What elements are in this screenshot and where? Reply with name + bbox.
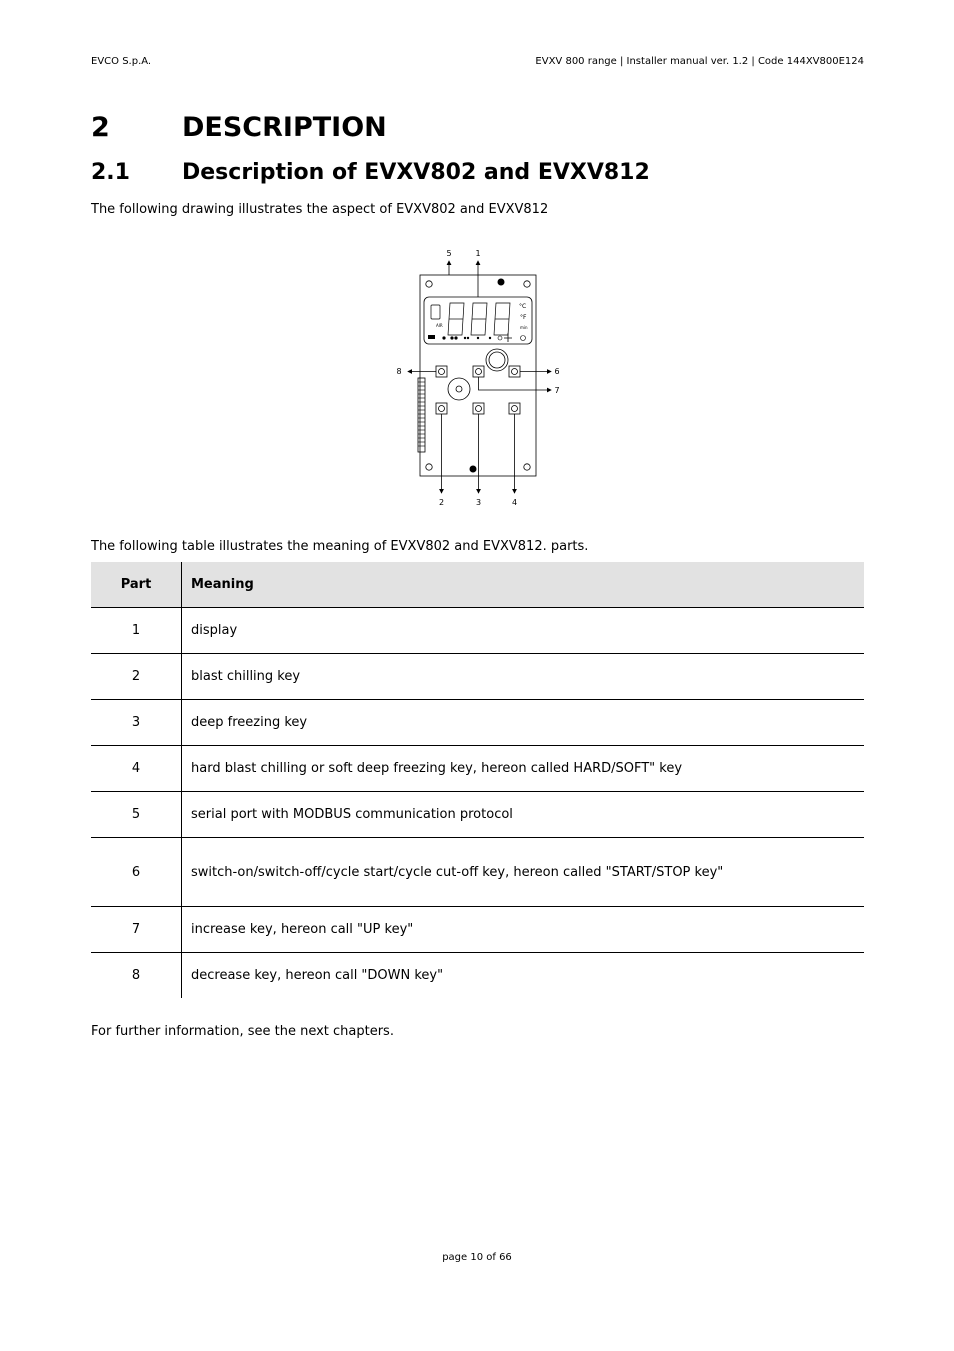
- meaning-cell: serial port with MODBUS communication protocol: [182, 792, 865, 838]
- up-key: [473, 366, 484, 377]
- table-row: [91, 746, 864, 792]
- table-row: [91, 654, 864, 700]
- header-document-reference: EVXV 800 range | Installer manual ver. 1.2 | Code 144XV800E124: [535, 56, 864, 67]
- meaning-cell: deep freezing key: [182, 700, 865, 746]
- table-row: [91, 608, 864, 654]
- callout-5: 5: [446, 249, 452, 258]
- meaning-cell: blast chilling key: [182, 654, 865, 700]
- air-label: AIR: [436, 323, 443, 328]
- deep-freezing-key: [473, 403, 484, 414]
- table-row: [91, 792, 864, 838]
- meaning-cell: display: [182, 608, 865, 654]
- callout-2: 2: [438, 498, 445, 507]
- callout-3: 3: [475, 498, 482, 507]
- table-row: [91, 907, 864, 953]
- page-number-footer: page 10 of 66: [442, 1252, 512, 1263]
- device-drawing: [380, 242, 580, 512]
- parts-table: [91, 562, 864, 998]
- header-company: EVCO S.p.A.: [91, 56, 152, 67]
- callout-line-7: [479, 377, 552, 390]
- callout-8: 8: [396, 367, 402, 376]
- chapter-title: DESCRIPTION: [182, 112, 387, 143]
- mounting-hole: [426, 464, 432, 470]
- part-cell: 5: [91, 792, 182, 838]
- connector-strip: [418, 378, 425, 452]
- intro-paragraph: The following drawing illustrates the aspect of EVXV802 and EVXV812: [91, 202, 549, 217]
- callout-6: 6: [554, 367, 560, 376]
- table-intro-paragraph: The following table illustrates the meaning of EVXV802 and EVXV812. parts.: [91, 539, 589, 554]
- blast-chilling-key: [436, 403, 447, 414]
- chapter-heading: [91, 112, 387, 143]
- table-row: [91, 838, 864, 907]
- part-cell: 1: [91, 608, 182, 654]
- callout-7: 7: [554, 386, 560, 395]
- hard-soft-key: [509, 403, 520, 414]
- chapter-number: 2: [91, 112, 110, 143]
- part-cell: 3: [91, 700, 182, 746]
- unit-fahrenheit: °F: [520, 314, 527, 321]
- column-header-meaning: Meaning: [182, 562, 865, 608]
- part-cell: 2: [91, 654, 182, 700]
- meaning-cell: decrease key, hereon call "DOWN key": [182, 953, 865, 999]
- part-cell: 8: [91, 953, 182, 999]
- start-stop-key: [509, 366, 520, 377]
- screw: [470, 466, 477, 473]
- unit-minutes: min: [520, 325, 528, 330]
- column-header-part: Part: [91, 562, 182, 608]
- meaning-cell: hard blast chilling or soft deep freezing key, hereon called HARD/SOFT" key: [182, 746, 865, 792]
- table-row: [91, 953, 864, 999]
- screw: [498, 279, 505, 286]
- section-heading: [91, 160, 650, 185]
- table-row: [91, 700, 864, 746]
- meaning-cell: increase key, hereon call "UP key": [182, 907, 865, 953]
- part-cell: 4: [91, 746, 182, 792]
- part-cell: 7: [91, 907, 182, 953]
- callout-4: 4: [511, 498, 518, 507]
- down-key: [436, 366, 447, 377]
- buzzer-circle: [448, 378, 470, 400]
- meaning-cell: switch-on/switch-off/cycle start/cycle cut-off key, hereon called "START/STOP key": [182, 838, 865, 907]
- mounting-hole: [524, 464, 530, 470]
- closing-paragraph: For further information, see the next chapters.: [91, 1024, 394, 1039]
- callout-1: 1: [475, 249, 481, 258]
- mounting-hole: [524, 281, 530, 287]
- section-number: 2.1: [91, 160, 130, 185]
- mounting-hole: [426, 281, 432, 287]
- unit-celsius: °C: [519, 303, 527, 310]
- part-cell: 6: [91, 838, 182, 907]
- section-title: Description of EVXV802 and EVXV812: [182, 160, 650, 185]
